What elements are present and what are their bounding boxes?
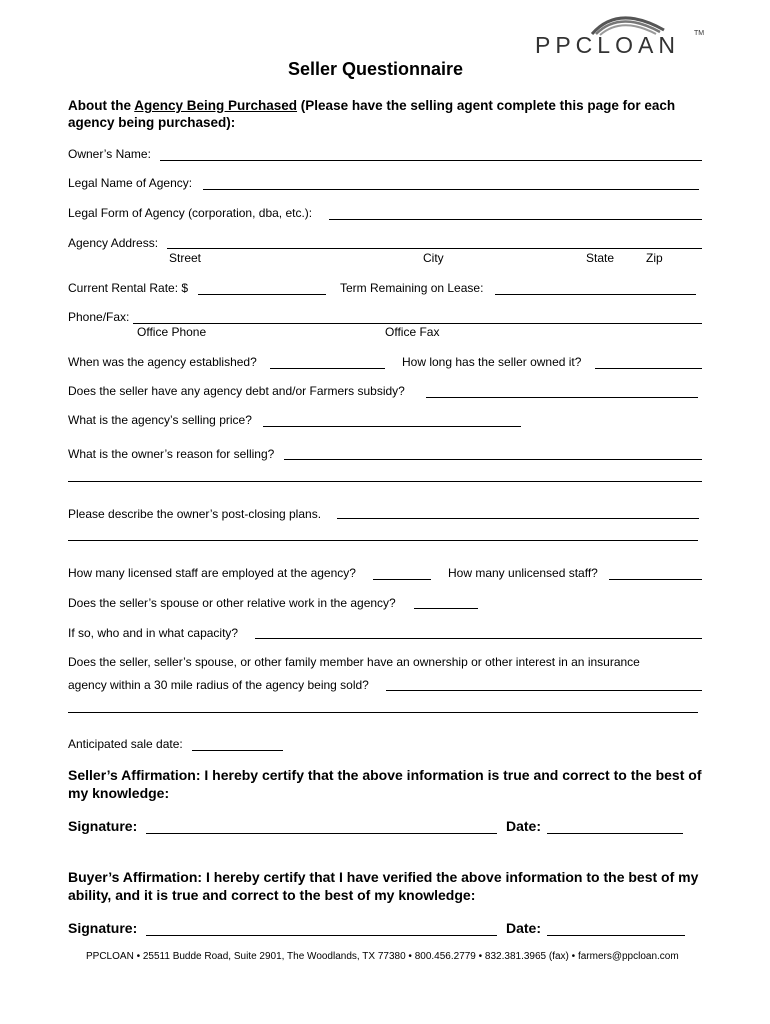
- buyer-signature-field[interactable]: [146, 935, 497, 936]
- post-closing-field-2[interactable]: [68, 540, 698, 541]
- phone-fax-field[interactable]: [133, 323, 702, 324]
- established-field[interactable]: [270, 368, 385, 369]
- seller-affirmation: Seller’s Affirmation: I hereby certify that the above information is true and correct to the best of my knowledge:: [68, 767, 702, 801]
- section-intro: [68, 97, 708, 131]
- intro-underlined: Agency Being Purchased: [134, 98, 298, 113]
- sale-date-field[interactable]: [192, 750, 283, 751]
- legal-name-field[interactable]: [203, 189, 699, 190]
- buyer-date-field[interactable]: [547, 935, 685, 936]
- rental-rate-label: Current Rental Rate: $: [68, 281, 189, 295]
- reason-selling-field-2[interactable]: [68, 481, 702, 482]
- agency-address-field[interactable]: [167, 248, 702, 249]
- ownership-field-2[interactable]: [68, 712, 698, 713]
- ownership-field[interactable]: [386, 690, 702, 691]
- address-street-label: Street: [169, 251, 202, 265]
- footer-contact: PPCLOAN • 25511 Budde Road, Suite 2901, The Woodlands, TX 77380 • 800.456.2779 • 832.381.3965 (fax) • farmers@ppcloan.com: [86, 951, 679, 962]
- legal-form-field[interactable]: [329, 219, 702, 220]
- who-capacity-label: If so, who and in what capacity?: [68, 626, 239, 640]
- established-label: When was the agency established?: [68, 355, 257, 369]
- licensed-staff-field[interactable]: [373, 579, 431, 580]
- logo-trademark: TM: [694, 30, 705, 37]
- intro-rest: (Please have the selling agent complete this page for each agency being purchased):: [68, 98, 676, 130]
- sale-date-label: Anticipated sale date:: [68, 737, 183, 751]
- owners-name-label: Owner’s Name:: [68, 147, 151, 161]
- buyer-affirmation: Buyer’s Affirmation: I hereby certify that I have verified the above information to the best of my ability, and it is true and correct to the best of my knowledge:: [68, 869, 699, 903]
- legal-name-label: Legal Name of Agency:: [68, 176, 193, 190]
- reason-selling-label: What is the owner’s reason for selling?: [68, 447, 275, 461]
- agency-address-label: Agency Address:: [68, 236, 159, 250]
- how-long-field[interactable]: [595, 368, 702, 369]
- licensed-staff-label: How many licensed staff are employed at the agency?: [68, 566, 356, 580]
- address-zip-label: Zip: [646, 251, 663, 265]
- page-title: Seller Questionnaire: [288, 59, 464, 79]
- office-fax-label: Office Fax: [385, 325, 440, 339]
- spouse-work-label: Does the seller’s spouse or other relative work in the agency?: [68, 596, 396, 610]
- address-state-label: State: [586, 251, 615, 265]
- ownership-label-line2: agency within a 30 mile radius of the agency being sold?: [68, 678, 369, 692]
- selling-price-field[interactable]: [263, 426, 521, 427]
- ownership-label-line1: Does the seller, seller’s spouse, or other family member have an ownership or other interest in an insurance: [68, 655, 640, 669]
- who-capacity-field[interactable]: [255, 638, 702, 639]
- term-remaining-field[interactable]: [495, 294, 696, 295]
- unlicensed-staff-label: How many unlicensed staff?: [448, 566, 598, 580]
- seller-date-field[interactable]: [547, 833, 683, 834]
- office-phone-label: Office Phone: [137, 325, 207, 339]
- seller-date-label: Date:: [506, 818, 542, 834]
- reason-selling-field[interactable]: [284, 459, 702, 460]
- spouse-work-field[interactable]: [414, 608, 478, 609]
- intro-prefix: About the: [68, 98, 135, 113]
- selling-price-label: What is the agency’s selling price?: [68, 413, 252, 427]
- unlicensed-staff-field[interactable]: [609, 579, 702, 580]
- how-long-label: How long has the seller owned it?: [402, 355, 582, 369]
- legal-form-label: Legal Form of Agency (corporation, dba, etc.):: [68, 206, 313, 220]
- post-closing-field[interactable]: [337, 518, 699, 519]
- seller-signature-field[interactable]: [146, 833, 497, 834]
- agency-debt-field[interactable]: [426, 397, 698, 398]
- logo: PPCLOAN: [535, 32, 680, 58]
- address-city-label: City: [423, 251, 444, 265]
- post-closing-label: Please describe the owner’s post-closing plans.: [68, 507, 322, 521]
- term-remaining-label: Term Remaining on Lease:: [340, 281, 484, 295]
- phone-fax-label: Phone/Fax:: [68, 310, 130, 324]
- agency-debt-label: Does the seller have any agency debt and/or Farmers subsidy?: [68, 384, 405, 398]
- buyer-date-label: Date:: [506, 920, 542, 936]
- rental-rate-field[interactable]: [198, 294, 326, 295]
- buyer-signature-label: Signature:: [68, 920, 138, 936]
- seller-signature-label: Signature:: [68, 818, 138, 834]
- owners-name-field[interactable]: [160, 160, 702, 161]
